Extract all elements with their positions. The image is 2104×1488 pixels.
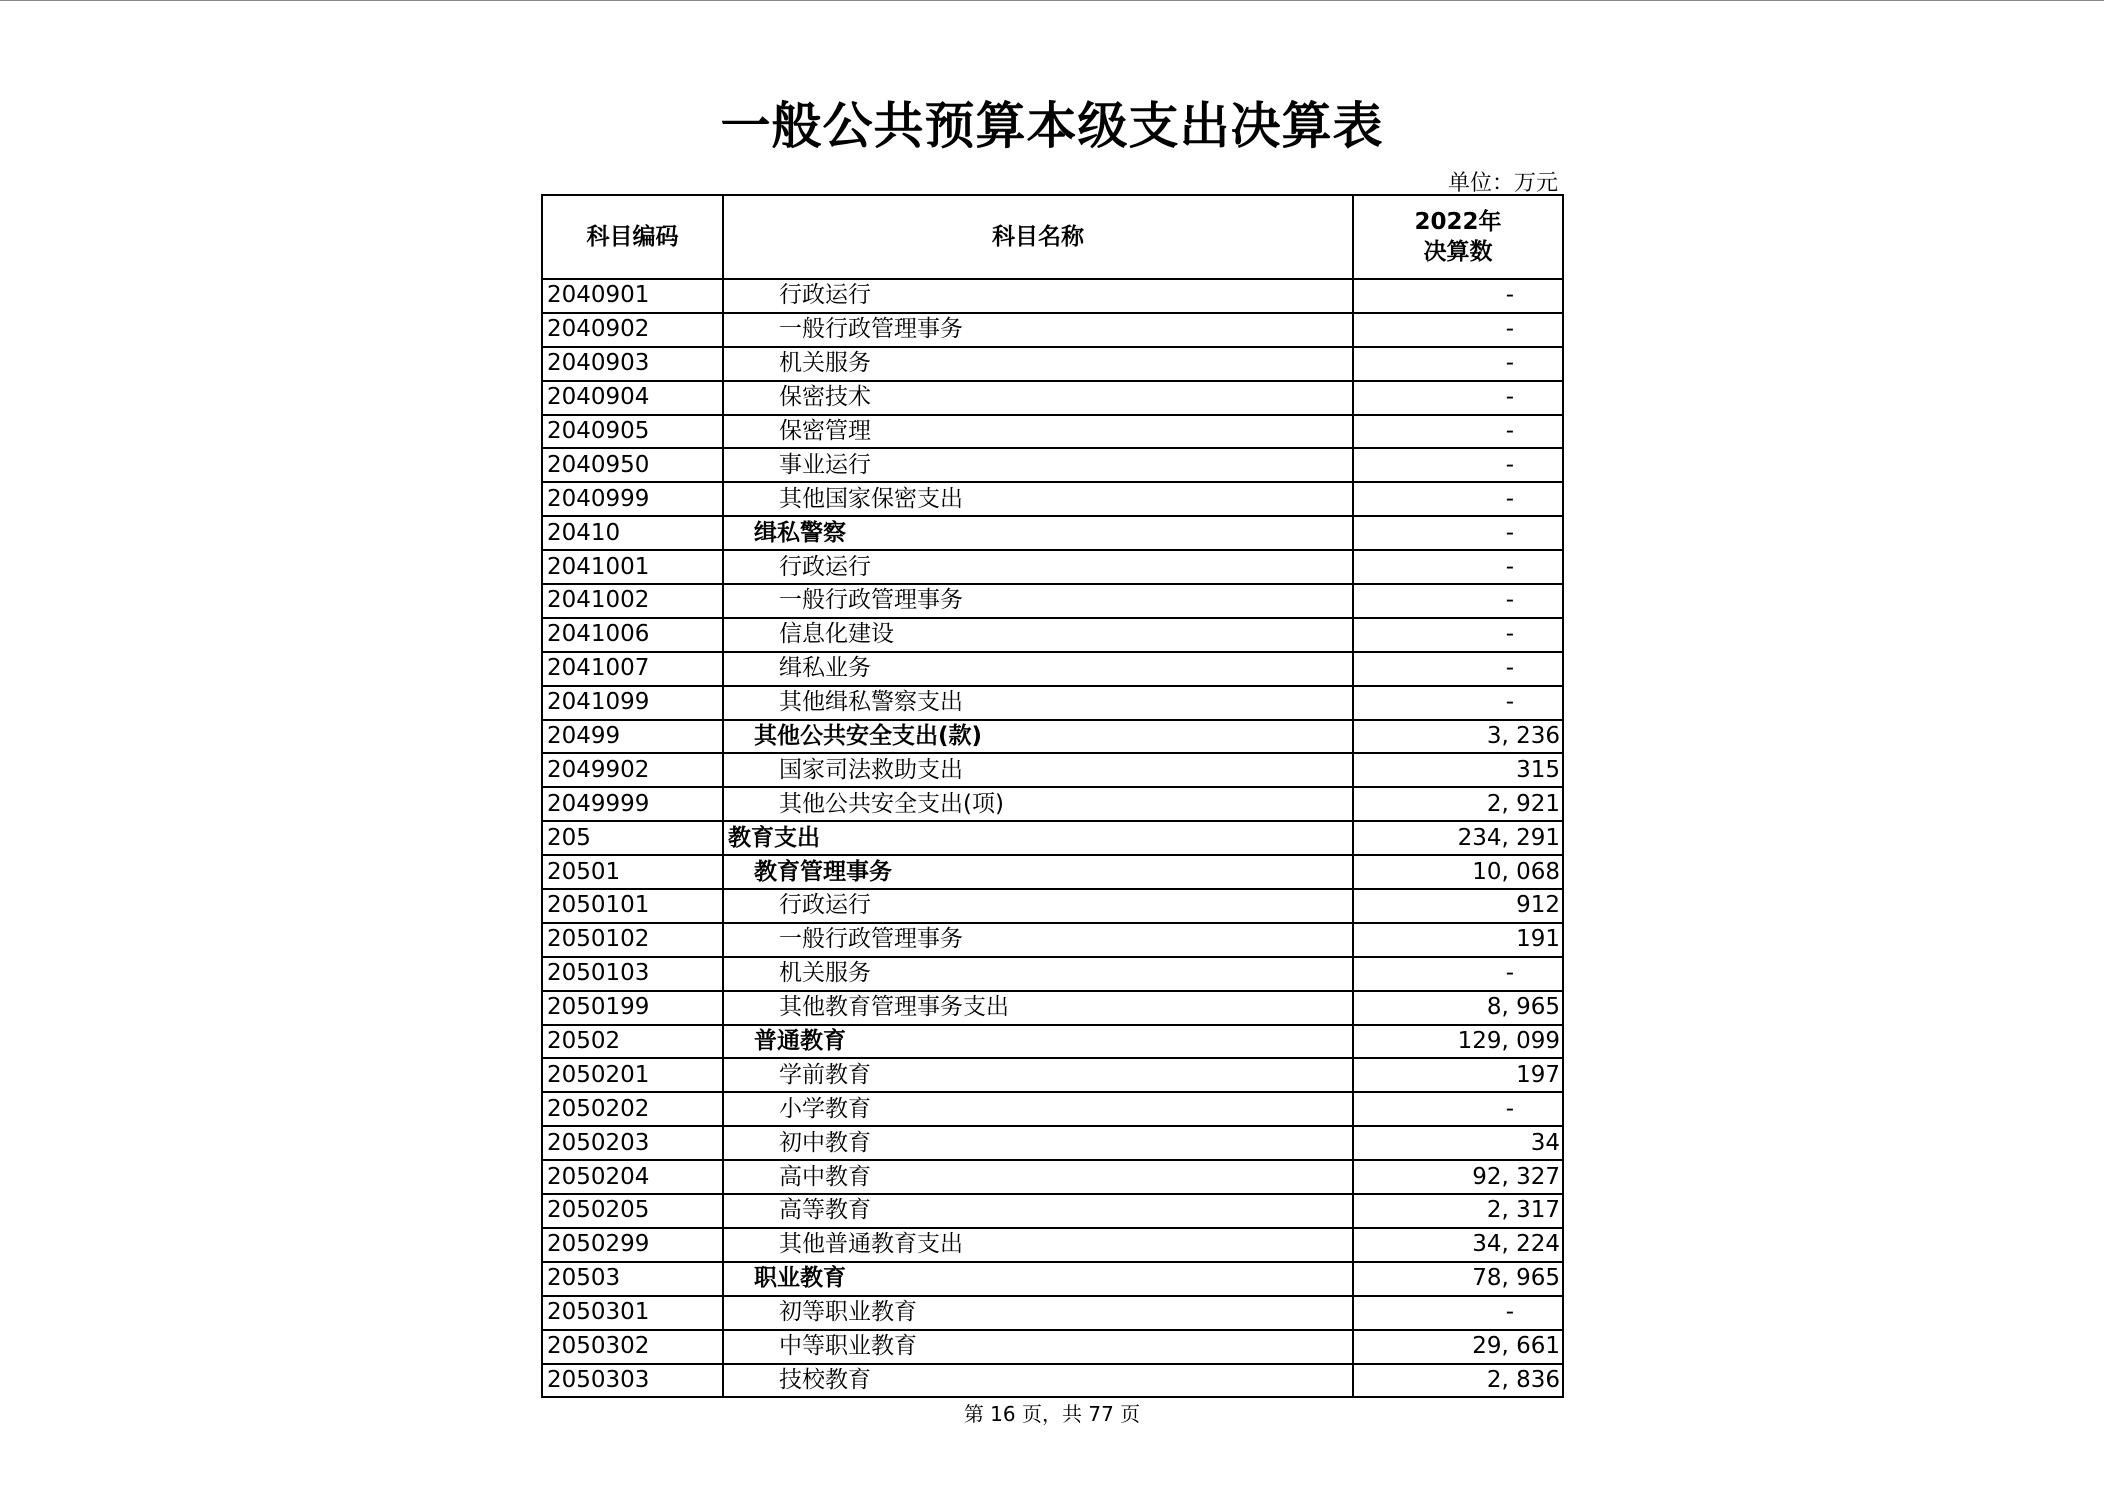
page-footer: 第 16 页，共 77 页 <box>963 1402 1141 1426</box>
row-value: 10, 068 <box>1353 855 1563 889</box>
table-row <box>542 550 1563 584</box>
row-name: 行政运行 <box>723 889 1353 923</box>
row-name: 初中教育 <box>723 1126 1353 1160</box>
row-code: 2040950 <box>542 448 723 482</box>
table-row <box>542 991 1563 1025</box>
table-row <box>542 923 1563 957</box>
row-code: 2040999 <box>542 482 723 516</box>
table-row <box>542 1364 1563 1398</box>
table-row <box>542 787 1563 821</box>
row-code: 20501 <box>542 855 723 889</box>
row-code: 2041006 <box>542 618 723 652</box>
row-value: 129, 099 <box>1353 1025 1563 1059</box>
row-code: 2049999 <box>542 787 723 821</box>
row-value: 2, 921 <box>1353 787 1563 821</box>
row-name: 缉私业务 <box>723 652 1353 686</box>
row-code: 2040901 <box>542 279 723 313</box>
row-code: 2050102 <box>542 923 723 957</box>
table-row <box>542 1228 1563 1262</box>
row-code: 2041002 <box>542 584 723 618</box>
row-code: 2050201 <box>542 1058 723 1092</box>
row-value: 78, 965 <box>1353 1262 1563 1296</box>
row-value: - <box>1353 618 1563 652</box>
row-value: - <box>1353 550 1563 584</box>
table-row <box>542 855 1563 889</box>
row-name: 初等职业教育 <box>723 1296 1353 1330</box>
row-code: 2040902 <box>542 313 723 347</box>
row-code: 20502 <box>542 1025 723 1059</box>
row-code: 20503 <box>542 1262 723 1296</box>
table-row <box>542 821 1563 855</box>
row-code: 2040905 <box>542 415 723 449</box>
row-code: 2050301 <box>542 1296 723 1330</box>
row-name: 保密技术 <box>723 381 1353 415</box>
row-name: 其他公共安全支出(款) <box>723 720 1353 754</box>
row-code: 2041099 <box>542 686 723 720</box>
row-value: 29, 661 <box>1353 1330 1563 1364</box>
row-name: 一般行政管理事务 <box>723 584 1353 618</box>
row-value: - <box>1353 1092 1563 1126</box>
header-value-label: 决算数 <box>1423 239 1493 265</box>
unit-label: 单位：万元 <box>1447 171 1558 196</box>
table-row <box>542 753 1563 787</box>
row-value: 2, 836 <box>1353 1364 1563 1398</box>
row-name: 职业教育 <box>723 1262 1353 1296</box>
page-title: 一般公共预算本级支出决算表 <box>720 97 1384 155</box>
row-value: 197 <box>1353 1058 1563 1092</box>
table-row <box>542 720 1563 754</box>
row-value: 3, 236 <box>1353 720 1563 754</box>
table-header-row <box>542 195 1563 279</box>
table-row <box>542 584 1563 618</box>
row-name: 技校教育 <box>723 1364 1353 1398</box>
row-code: 20499 <box>542 720 723 754</box>
row-code: 2040903 <box>542 347 723 381</box>
row-code: 205 <box>542 821 723 855</box>
row-value: - <box>1353 381 1563 415</box>
row-code: 2050205 <box>542 1194 723 1228</box>
table-row <box>542 313 1563 347</box>
table-row <box>542 1092 1563 1126</box>
table-row <box>542 618 1563 652</box>
row-value: - <box>1353 584 1563 618</box>
table-row <box>542 1126 1563 1160</box>
row-code: 2040904 <box>542 381 723 415</box>
row-code: 2049902 <box>542 753 723 787</box>
row-value: - <box>1353 279 1563 313</box>
row-name: 普通教育 <box>723 1025 1353 1059</box>
header-value-year: 2022年 <box>1414 209 1502 235</box>
row-name: 其他教育管理事务支出 <box>723 991 1353 1025</box>
table-row <box>542 1025 1563 1059</box>
row-code: 2050303 <box>542 1364 723 1398</box>
table-row <box>542 1058 1563 1092</box>
row-value: 34, 224 <box>1353 1228 1563 1262</box>
table-row <box>542 482 1563 516</box>
row-name: 学前教育 <box>723 1058 1353 1092</box>
row-name: 国家司法救助支出 <box>723 753 1353 787</box>
table-row <box>542 1330 1563 1364</box>
row-code: 2050202 <box>542 1092 723 1126</box>
table-row <box>542 957 1563 991</box>
row-code: 2041007 <box>542 652 723 686</box>
table-row <box>542 1262 1563 1296</box>
row-name: 事业运行 <box>723 448 1353 482</box>
row-name: 高等教育 <box>723 1194 1353 1228</box>
row-code: 2050103 <box>542 957 723 991</box>
row-name: 一般行政管理事务 <box>723 313 1353 347</box>
header-code: 科目编码 <box>542 195 723 279</box>
row-value: 34 <box>1353 1126 1563 1160</box>
row-code: 20410 <box>542 516 723 550</box>
row-name: 其他普通教育支出 <box>723 1228 1353 1262</box>
row-name: 行政运行 <box>723 550 1353 584</box>
row-name: 教育管理事务 <box>723 855 1353 889</box>
row-value: 234, 291 <box>1353 821 1563 855</box>
row-value: 2, 317 <box>1353 1194 1563 1228</box>
row-name: 其他公共安全支出(项) <box>723 787 1353 821</box>
table-row <box>542 516 1563 550</box>
header-value <box>1353 195 1563 279</box>
budget-table <box>541 194 1564 1398</box>
row-value: - <box>1353 448 1563 482</box>
row-value: - <box>1353 313 1563 347</box>
table-row <box>542 686 1563 720</box>
row-name: 保密管理 <box>723 415 1353 449</box>
row-value: - <box>1353 1296 1563 1330</box>
row-value: - <box>1353 415 1563 449</box>
row-code: 2050299 <box>542 1228 723 1262</box>
row-code: 2050302 <box>542 1330 723 1364</box>
page-top-border <box>0 0 2104 1</box>
row-name: 机关服务 <box>723 957 1353 991</box>
row-value: - <box>1353 482 1563 516</box>
row-value: 315 <box>1353 753 1563 787</box>
row-name: 小学教育 <box>723 1092 1353 1126</box>
row-code: 2050204 <box>542 1160 723 1194</box>
table-row <box>542 1194 1563 1228</box>
row-name: 行政运行 <box>723 279 1353 313</box>
table-row <box>542 415 1563 449</box>
row-name: 缉私警察 <box>723 516 1353 550</box>
row-code: 2041001 <box>542 550 723 584</box>
row-value: 912 <box>1353 889 1563 923</box>
row-value: - <box>1353 516 1563 550</box>
row-value: - <box>1353 957 1563 991</box>
row-code: 2050101 <box>542 889 723 923</box>
row-name: 教育支出 <box>723 821 1353 855</box>
row-name: 其他缉私警察支出 <box>723 686 1353 720</box>
row-value: - <box>1353 347 1563 381</box>
table-row <box>542 1160 1563 1194</box>
row-value: 8, 965 <box>1353 991 1563 1025</box>
row-name: 高中教育 <box>723 1160 1353 1194</box>
row-name: 信息化建设 <box>723 618 1353 652</box>
row-name: 机关服务 <box>723 347 1353 381</box>
row-value: 191 <box>1353 923 1563 957</box>
table-row <box>542 347 1563 381</box>
table-row <box>542 652 1563 686</box>
row-value: - <box>1353 686 1563 720</box>
row-value: 92, 327 <box>1353 1160 1563 1194</box>
table-row <box>542 381 1563 415</box>
row-code: 2050199 <box>542 991 723 1025</box>
table-row <box>542 1296 1563 1330</box>
row-name: 中等职业教育 <box>723 1330 1353 1364</box>
row-name: 一般行政管理事务 <box>723 923 1353 957</box>
table-row <box>542 889 1563 923</box>
row-code: 2050203 <box>542 1126 723 1160</box>
header-name: 科目名称 <box>723 195 1353 279</box>
table-row <box>542 448 1563 482</box>
row-name: 其他国家保密支出 <box>723 482 1353 516</box>
row-value: - <box>1353 652 1563 686</box>
table-row <box>542 279 1563 313</box>
